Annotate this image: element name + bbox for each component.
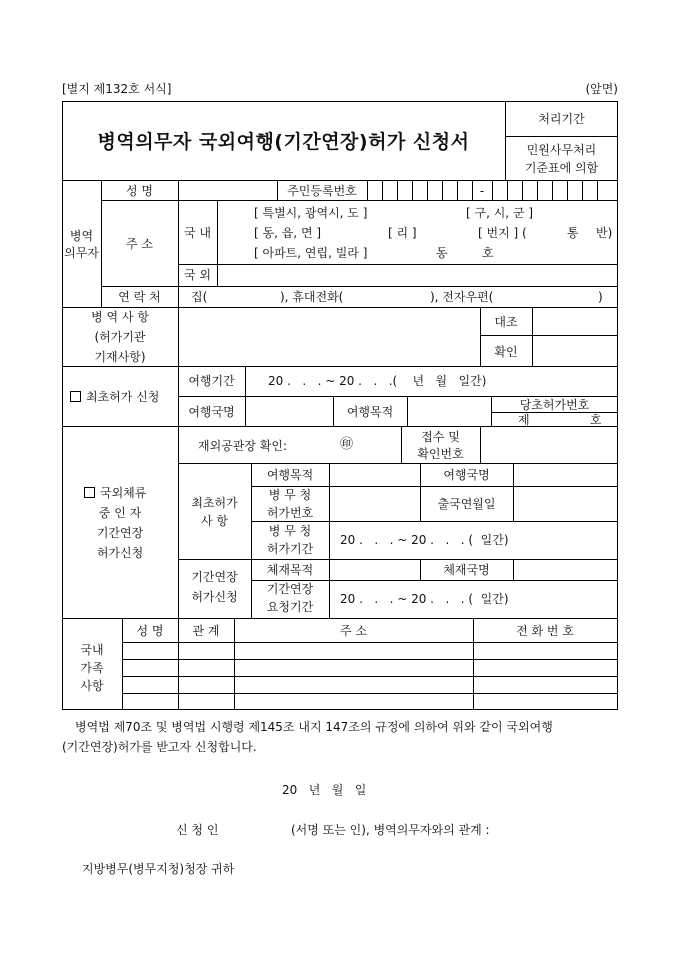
travel-period-value[interactable]: 20 . . . ~ 20 . . .( 년 월 일간): [268, 374, 487, 388]
name-field[interactable]: [178, 181, 277, 200]
first-permit-label: 최초허가 신청: [86, 390, 160, 404]
domestic-line3-building: [ 아파트, 연립, 빌라 ]: [254, 246, 368, 260]
military-label-1: 병 역 사 항: [91, 310, 149, 324]
purpose-label: 여행목적: [266, 468, 314, 482]
orig-permit-no-prefix: 제: [518, 413, 530, 427]
extension-label-4: 허가신청: [96, 546, 144, 560]
ext-request-label-1: 기간연장: [191, 570, 238, 584]
contact-home: 집(: [191, 290, 208, 304]
overseas-label: 국 외: [184, 268, 211, 282]
applicant-signature: (서명 또는 인), 병역의무자와의 관계 :: [291, 823, 490, 837]
conscript-section-label: 병역: [69, 229, 94, 243]
address-label: 주 소: [126, 237, 153, 251]
addressee: 지방병무(병무지청)청장 귀하: [82, 862, 235, 876]
family-header-phone: 전 화 번 호: [516, 624, 574, 638]
military-label-3: 기재사항): [94, 350, 146, 364]
first-permit-info-label-1: 최초허가: [191, 496, 238, 510]
confirm-label: 확인: [494, 345, 518, 359]
overseas-address-field[interactable]: [218, 265, 617, 286]
stay-country-label: 체재국명: [443, 563, 490, 577]
departure-date-label: 출국연월일: [437, 497, 496, 511]
domestic-line2-lot: [ 번지 ] (: [478, 226, 527, 240]
form-number: [별지 제132호 서식]: [62, 82, 172, 96]
receipt-label-2: 확인번호: [417, 447, 464, 461]
contact-label: 연 락 처: [118, 290, 161, 304]
application-date[interactable]: 20 년 월 일: [282, 783, 367, 797]
mma-permit-period-label-1: 병 무 청: [268, 524, 312, 538]
declaration-line-1: 병역법 제70조 및 병역법 시행령 제145조 내지 147조의 규정에 의하여 위와 같이 국외여행: [75, 720, 553, 734]
orig-permit-no-suffix: 호: [590, 413, 602, 427]
country-label: 여행국명: [443, 468, 490, 482]
seal-mark: ㊞: [340, 437, 354, 452]
check-label: 대조: [494, 315, 518, 329]
extension-label-3: 기간연장: [96, 526, 144, 540]
domestic-line2-town: [ 동, 읍, 면 ]: [254, 226, 322, 240]
domestic-line2-ban: 반): [596, 226, 613, 240]
contact-end: ): [598, 290, 603, 304]
domestic-line1-region: [ 특별시, 광역시, 도 ]: [254, 206, 368, 220]
extension-label-2: 중 인 자: [98, 506, 142, 520]
first-permit-info-label-2: 사 항: [201, 514, 228, 528]
orig-permit-no-label: 당초허가번호: [519, 398, 590, 412]
extension-label-1: 국외체류: [100, 486, 147, 500]
contact-mobile: ), 휴대전화(: [280, 290, 344, 304]
family-header-address: 주 소: [340, 624, 367, 638]
family-label-2: 가족: [80, 661, 104, 675]
consulate-confirm-label: 재외공관장 확인:: [198, 439, 288, 453]
conscript-section-label-2: 의무자: [64, 246, 99, 260]
processing-period-value-line1: 민원사무처리: [526, 143, 597, 157]
rrn-label: 주민등록번호: [287, 184, 357, 198]
domestic-line1-district: [ 구, 시, 군 ]: [466, 206, 534, 220]
domestic-line3-dong: 동: [436, 246, 448, 260]
military-record-field[interactable]: [179, 308, 479, 366]
contact-email: ), 전자우편(: [430, 290, 494, 304]
extension-option[interactable]: [84, 486, 146, 500]
applicant-label: 신 청 인: [176, 823, 219, 837]
requested-period-label-2: 요청기간: [266, 600, 314, 614]
mma-permit-period-value[interactable]: 20 . . . ~ 20 . . . ( 일간): [340, 533, 509, 547]
domestic-line2-tong: 통: [567, 226, 579, 240]
page-side: (앞면): [585, 82, 618, 96]
processing-period-value-line2: 기준표에 의함: [524, 161, 599, 175]
travel-period-label: 여행기간: [188, 374, 235, 388]
family-label-3: 사항: [80, 679, 104, 693]
travel-purpose-label: 여행목적: [346, 405, 394, 419]
requested-period-value[interactable]: 20 . . . ~ 20 . . . ( 일간): [340, 592, 509, 606]
first-permit-checkbox[interactable]: [70, 391, 81, 402]
declaration-line-2: (기간연장)허가를 받고자 신청합니다.: [62, 740, 257, 754]
ext-request-label-2: 허가신청: [191, 590, 238, 604]
mma-permit-period-label-2: 허가기간: [266, 542, 314, 556]
domestic-line3-ho: 호: [482, 246, 494, 260]
rrn-field[interactable]: [368, 181, 617, 200]
name-label: 성 명: [126, 184, 153, 198]
stay-purpose-label: 체재목적: [266, 563, 314, 577]
mma-permit-no-label-1: 병 무 청: [268, 488, 312, 502]
processing-period-label: 처리기간: [538, 112, 585, 126]
receipt-label-1: 접수 및: [421, 430, 460, 444]
mma-permit-no-label-2: 허가번호: [266, 506, 314, 520]
military-label-2: (허가기관: [94, 330, 146, 344]
extension-checkbox[interactable]: [84, 487, 95, 498]
first-permit-option[interactable]: [70, 390, 159, 404]
requested-period-label-1: 기간연장: [266, 582, 314, 596]
travel-country-label: 여행국명: [188, 405, 235, 419]
domestic-line2-village: [ 리 ]: [388, 226, 417, 240]
family-header-name: 성 명: [136, 624, 164, 638]
form-title: 병역의무자 국외여행(기간연장)허가 신청서: [97, 131, 470, 153]
family-label-1: 국내: [80, 643, 104, 657]
domestic-label: 국 내: [184, 226, 211, 240]
rrn-dash: -: [479, 184, 485, 198]
family-header-relation: 관 계: [192, 624, 220, 638]
